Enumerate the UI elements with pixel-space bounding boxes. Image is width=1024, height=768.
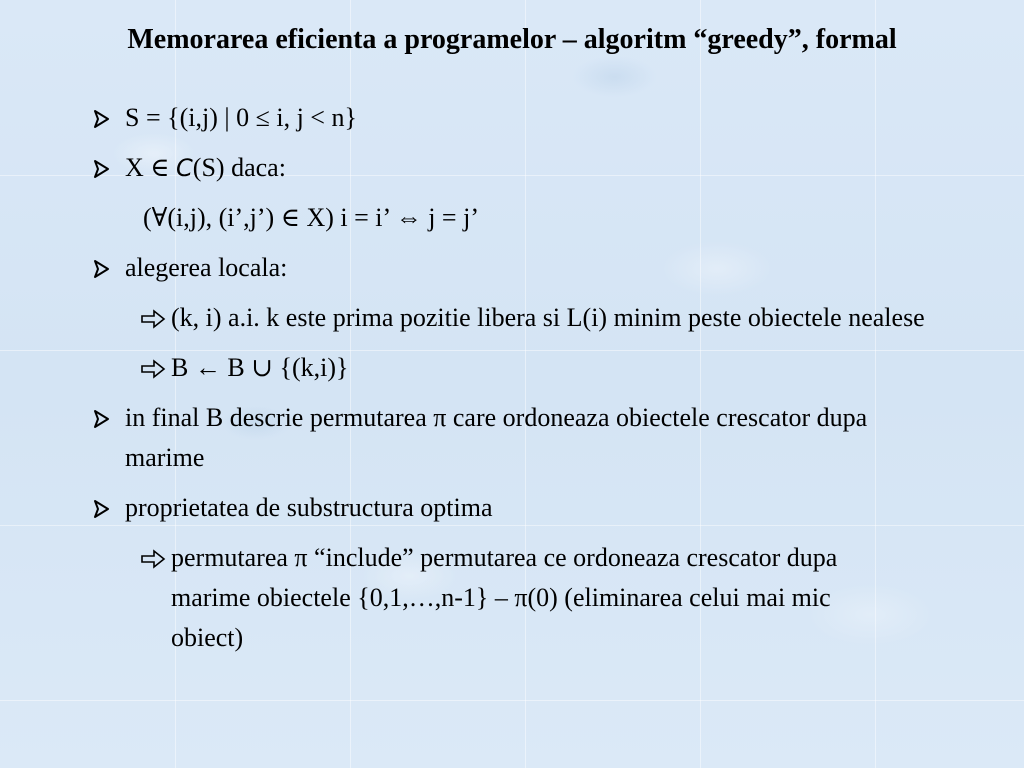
bullet-text: S = {(i,j) | 0 ≤ i, j < n} bbox=[125, 103, 357, 132]
sub-bullet-text: permutarea π “include” permutarea ce ordoneaza crescator dupa marime obiectele {0,1,…,n-1} – π(0) (eliminarea celui mai mic obiect) bbox=[171, 543, 838, 652]
hollow-arrow-bullet-icon bbox=[139, 539, 169, 579]
arrowhead-bullet-icon bbox=[89, 398, 113, 438]
arrowhead-bullet-icon bbox=[89, 98, 113, 138]
sub-bullet-text: (k, i) a.i. k este prima pozitie libera si L(i) minim peste obiectele nealese bbox=[171, 303, 925, 332]
bullet-item bbox=[0, 398, 1024, 478]
sub-bullet-text: B ← B ∪ {(k,i)} bbox=[171, 353, 349, 382]
hollow-arrow-bullet-icon bbox=[139, 299, 169, 339]
arrowhead-bullet-icon bbox=[89, 488, 113, 528]
slide-content bbox=[0, 98, 1024, 658]
bullet-text: X ∈ bbox=[125, 153, 177, 182]
arrowhead-bullet-icon bbox=[89, 148, 113, 188]
slide-title: Memorarea eficienta a programelor – algoritm “greedy”, formal bbox=[127, 24, 897, 55]
bullet-item bbox=[0, 248, 1024, 288]
bullet-text: (∀(i,j), (i’,j’) ∈ X) i = i’ ⇔ j = j’ bbox=[143, 203, 479, 232]
bullet-text: in final B descrie permutarea π care ordoneaza obiectele crescator dupa marime bbox=[125, 403, 868, 472]
bullet-text: proprietatea de substructura optima bbox=[125, 493, 493, 522]
background-tile-seam bbox=[0, 700, 1024, 701]
bullet-item bbox=[0, 148, 1024, 188]
sub-bullet-item bbox=[0, 538, 1024, 658]
bullet-item bbox=[0, 98, 1024, 138]
bullet-continuation bbox=[0, 198, 1024, 238]
sub-bullet-item bbox=[0, 348, 1024, 388]
arrowhead-bullet-icon bbox=[89, 248, 113, 288]
bullet-text: alegerea locala: bbox=[125, 253, 288, 282]
bullet-item bbox=[0, 488, 1024, 528]
bullet-text: (S) daca: bbox=[192, 153, 286, 182]
set-c-symbol: C bbox=[176, 154, 193, 182]
sub-bullet-item bbox=[0, 298, 1024, 338]
hollow-arrow-bullet-icon bbox=[139, 349, 169, 389]
